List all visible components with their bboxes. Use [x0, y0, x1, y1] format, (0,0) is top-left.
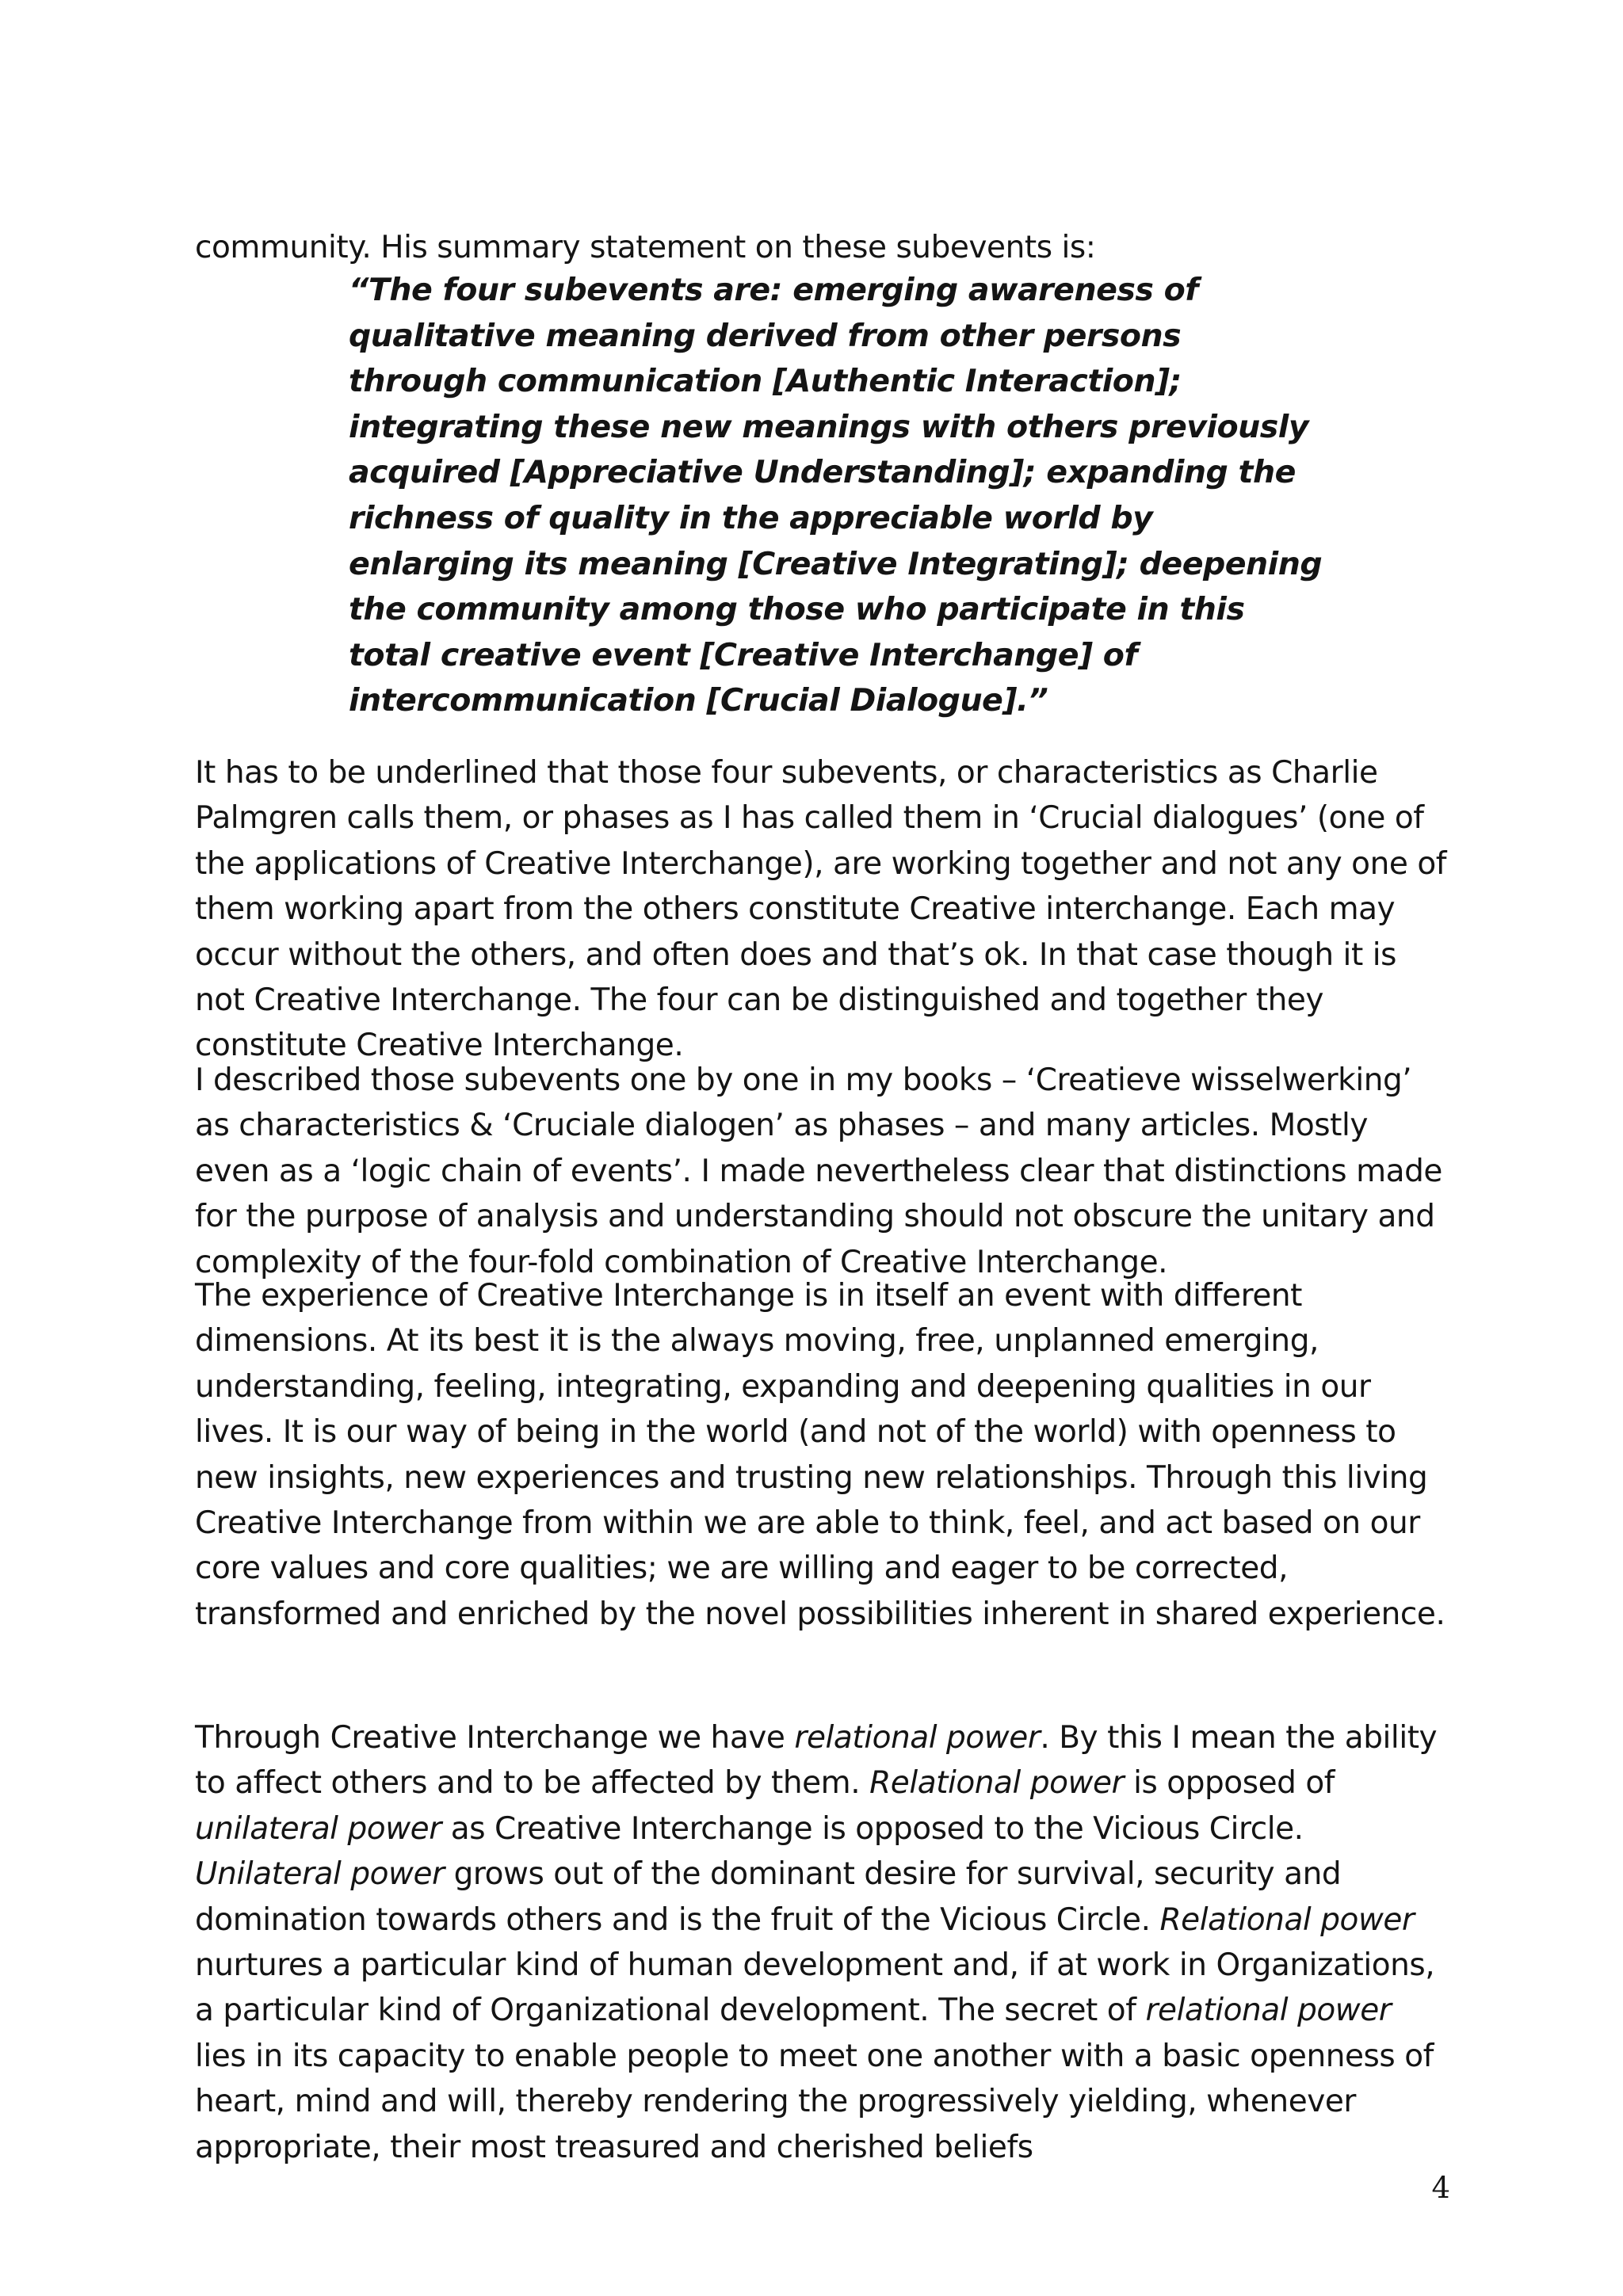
emphasis: unilateral power — [195, 1810, 441, 1847]
paragraph-experience: The experience of Creative Interchange is in itself an event with different dimensions. At its best it is the always moving, free, unplanned emerging, understanding, feeling, integrating, expanding and deepening qualities in our lives. It is our way of being in the world (and not of the world) with openness to new insights, new experiences and trusting new relationships. Through this living Creative Interchange from within we are able to think, feel, and act based on our core values and core qualities; we are willing and eager to be corrected, transformed and enriched by the novel possibilities inherent in shared experience. — [195, 1278, 1445, 1632]
paragraph-relational-power — [195, 1715, 1447, 2170]
emphasis: relational power — [1145, 1993, 1392, 2029]
text-run: Through Creative Interchange we have — [195, 1720, 795, 1756]
emphasis: Relational power — [1159, 1901, 1415, 1938]
text-run: lies in its capacity to enable people to meet one another with a basic openness of heart, mind and will, thereby rendering the progressively yielding, whenever appropriate, their most treasured and cherished beliefs — [195, 2038, 1434, 2165]
emphasis: Relational power — [869, 1765, 1125, 1802]
emphasis: Unilateral power — [195, 1856, 445, 1893]
emphasis: relational power — [794, 1720, 1041, 1756]
text-run: . By this I mean the ability to affect others and to be affected by them. — [195, 1720, 1438, 1802]
text-run: grows out of the dominant desire for survival, security and domination towards others and is the fruit of the Vicious Circle. — [195, 1856, 1342, 1938]
paragraph-books: I described those subevents one by one in my books – ‘Creatieve wisselwerking’ as characteristics & ‘Cruciale dialogen’ as phases – and many articles. Mostly even as a ‘logic chain of events’. I made nevertheless clear that distinctions made for the purpose of analysis and understanding should not obscure the unitary and complexity of the four-fold combination of Creative Interchange. — [195, 1062, 1442, 1280]
intro-line: community. His summary statement on these subevents is: — [195, 230, 1096, 265]
page-number: 4 — [1431, 2171, 1450, 2205]
text-run: as Creative Interchange is opposed to the Vicious Circle. — [441, 1810, 1304, 1847]
text-run: nurtures a particular kind of human development and, if at work in Organizations, a particular kind of Organizational development. The secret of — [195, 1947, 1435, 2029]
block-quote: “The four subevents are: emerging awareness of qualitative meaning derived from other persons through communication [Authentic Interaction]; integrating these new meanings with others previously acquired [Appreciative Understanding]; expanding the richness of quality in the appreciable world by enlarging its meaning [Creative Integrating]; deepening the community among those who participate in this total creative event [Creative Interchange] of intercommunication [Crucial Dialogue].” — [349, 272, 1323, 719]
text-run: is opposed of — [1124, 1765, 1335, 1802]
paragraph-subevents: It has to be underlined that those four subevents, or characteristics as Charlie Palmgren calls them, or phases as I has called them in ‘Crucial dialogues’ (one of the applications of Creative Interchange), are working together and not any one of them working apart from the others constitute Creative interchange. Each may occur without the others, and often does and that’s ok. In that case though it is not Creative Interchange. The four can be distinguished and together they constitute Creative Interchange. — [195, 755, 1447, 1064]
